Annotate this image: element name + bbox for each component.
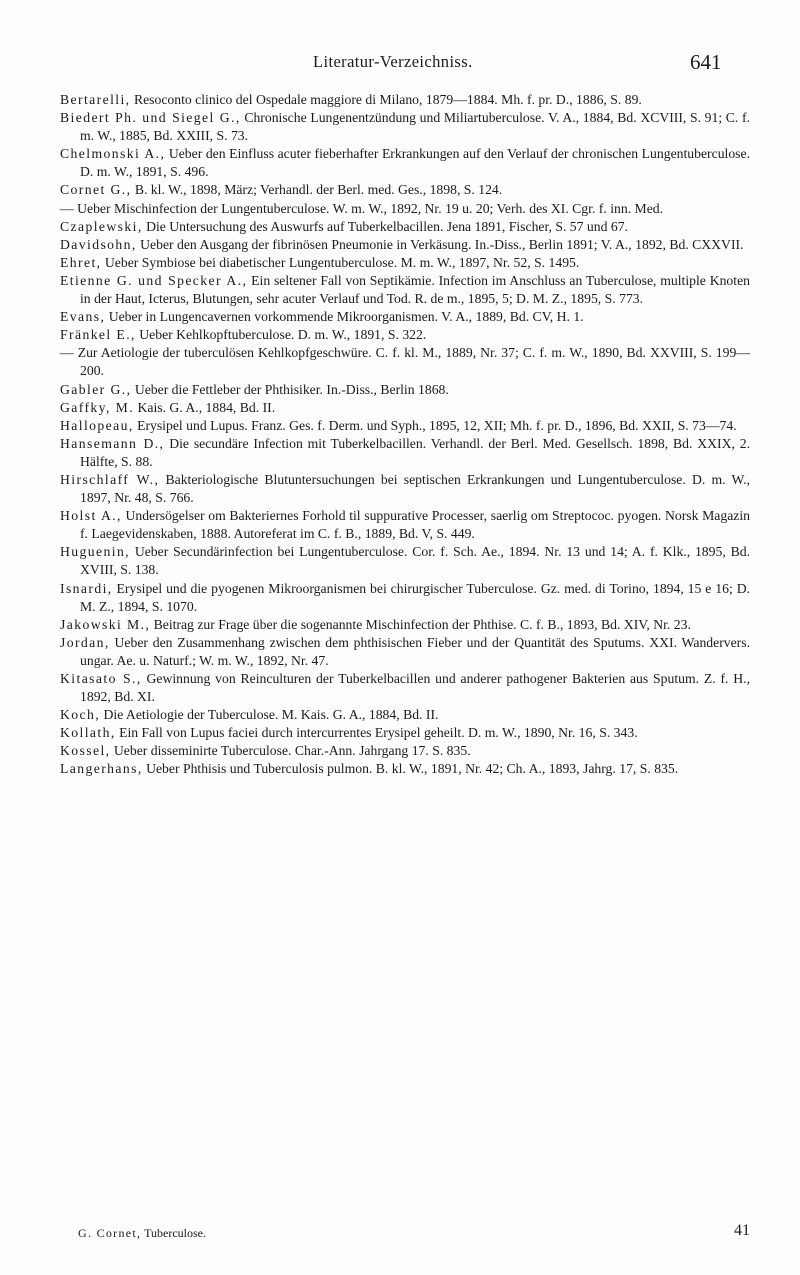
reference-entry	[60, 742, 750, 760]
reference-entry	[60, 145, 750, 181]
reference-text: Bakteriologische Blutuntersuchungen bei septischen Erkrankungen und Lungentuberculose. D. m. W., 1897, Nr. 48, S. 766.	[80, 471, 750, 506]
reference-text: Resoconto clinico del Ospedale maggiore di Milano, 1879—1884. Mh. f. pr. D., 1886, S. 89.	[130, 92, 642, 107]
reference-entry	[60, 580, 750, 616]
reference-entry	[60, 417, 750, 435]
reference-entry	[60, 326, 750, 344]
reference-entry	[60, 381, 750, 399]
reference-entry	[60, 308, 750, 326]
reference-text: Ueber disseminirte Tuberculose. Char.-Ann. Jahrgang 17. S. 835.	[110, 743, 471, 759]
reference-entry	[60, 543, 750, 579]
footer-author: G. Cornet,	[78, 1226, 142, 1240]
reference-author: Koch,	[60, 707, 101, 723]
reference-author: Huguenin,	[60, 544, 131, 560]
reference-text: Kais. G. A., 1884, Bd. II.	[134, 399, 276, 415]
reference-entry	[60, 91, 750, 109]
reference-entry	[60, 724, 750, 742]
reference-entry	[60, 200, 750, 218]
reference-author: Isnardi,	[60, 580, 113, 596]
reference-entry	[60, 471, 750, 507]
reference-author: Bertarelli,	[60, 92, 131, 107]
reference-text: Erysipel und die pyogenen Mikroorganismen bei chirurgischer Tuberculose. Gz. med. di Torino, 1894, 15 e 16; D. M. Z., 1894, S. 1070.	[80, 580, 750, 614]
reference-text: Beitrag zur Frage über die sogenannte Mischinfection der Phthise. C. f. B., 1893, Bd. XIV, Nr. 23.	[150, 616, 691, 632]
reference-author: Kossel,	[60, 743, 111, 759]
page-header	[0, 50, 800, 80]
reference-text: Die secundäre Infection mit Tuberkelbacillen. Verhandl. der Berl. Med. Gesellsch. 1898, Bd. XXIX, 2. Hälfte, S. 88.	[80, 435, 750, 469]
reference-author: Kitasato S.,	[60, 671, 142, 686]
reference-author: Holst A.,	[60, 508, 122, 524]
reference-entry	[60, 181, 750, 199]
reference-entry	[60, 670, 750, 706]
reference-text: B. kl. W., 1898, März; Verhandl. der Berl. med. Ges., 1898, S. 124.	[131, 182, 503, 198]
reference-text: Ueber den Zusammenhang zwischen dem phthisischen Fieber und der Quantität des Sputums. XXI. Wandervers. ungar. Ae. u. Naturf.; W. m. W., 1892, Nr. 47.	[80, 634, 750, 668]
reference-text: Undersögelser om Bakteriernes Forhold til suppurative Processer, saerlig om Streptococ. pyogen. Norsk Magazin f. Laegevidenskaben, 1888. Autoreferat im C. f. B., 1889, Bd. V, S. 449.	[80, 508, 750, 542]
sheet-number: 41	[734, 1222, 750, 1239]
reference-entry	[60, 254, 750, 272]
reference-text: Ueber den Einfluss acuter fieberhafter Erkrankungen auf den Verlauf der chronischen Lungentuberculose. D. m. W., 1891, S. 496.	[80, 146, 751, 180]
reference-entry	[60, 616, 750, 634]
reference-author: Gabler G.,	[60, 381, 132, 397]
reference-text: Chronische Lungenentzündung und Miliartuberculose. V. A., 1884, Bd. XCVIII, S. 91; C. f. m. W., 1885, Bd. XXIII, S. 73.	[80, 110, 750, 144]
reference-text: Ueber die Fettleber der Phthisiker. In.-Diss., Berlin 1868.	[131, 381, 449, 397]
reference-text: Gewinnung von Reinculturen der Tuberkelbacillen und anderer pathogener Bakterien aus Sputum. Z. f. H., 1892, Bd. XI.	[80, 671, 750, 705]
reference-author: Hallopeau,	[60, 417, 134, 433]
reference-entry	[60, 344, 750, 380]
footer-signature	[78, 1226, 206, 1241]
reference-text: Ueber in Lungencavernen vorkommende Mikroorganismen. V. A., 1889, Bd. CV, H. 1.	[105, 309, 584, 325]
reference-author: Cornet G.,	[60, 182, 132, 198]
reference-entry	[60, 272, 750, 308]
reference-entry	[60, 399, 750, 417]
reference-text: — Ueber Mischinfection der Lungentuberculose. W. m. W., 1892, Nr. 19 u. 20; Verh. des XI. Cgr. f. inn. Med.	[60, 200, 664, 216]
reference-text: Ein seltener Fall von Septikämie. Infection im Anschluss an Tuberculose, multiple Knoten in der Haut, Icterus, Blutungen, sehr acuter Verlauf und Tod. R. de m., 1895, 5; D. M. Z., 1895, S. 773.	[80, 272, 750, 307]
reference-author: Hansemann D.,	[60, 435, 165, 451]
reference-text: — Zur Aetiologie der tuberculösen Kehlkopfgeschwüre. C. f. kl. M., 1889, Nr. 37; C. f. m. W., 1890, Bd. XXVIII, S. 199—200.	[60, 345, 750, 379]
reference-author: Hirschlaff W.,	[60, 471, 160, 487]
reference-author: Chelmonski A.,	[60, 146, 166, 162]
reference-author: Etienne G. und Specker A.,	[60, 272, 248, 288]
reference-author: Czaplewski,	[60, 218, 143, 234]
page-footer	[78, 1222, 750, 1244]
reference-entry	[60, 236, 750, 254]
reference-entry	[60, 218, 750, 236]
reference-author: Evans,	[60, 309, 106, 325]
reference-list	[60, 91, 750, 779]
reference-entry	[60, 760, 750, 778]
reference-author: Jakowski M.,	[60, 616, 151, 632]
reference-author: Kollath,	[60, 725, 116, 741]
reference-author: Davidsohn,	[60, 236, 137, 252]
reference-entry	[60, 507, 750, 543]
running-title: Literatur-Verzeichniss.	[313, 52, 473, 71]
reference-author: Fränkel E.,	[60, 327, 136, 343]
reference-entry	[60, 435, 750, 471]
reference-text: Ein Fall von Lupus faciei durch intercurrentes Erysipel geheilt. D. m. W., 1890, Nr. 16, S. 343.	[115, 725, 638, 741]
page-number: 641	[690, 50, 722, 74]
reference-text: Die Untersuchung des Auswurfs auf Tuberkelbacillen. Jena 1891, Fischer, S. 57 und 67.	[142, 218, 628, 234]
reference-text: Ueber den Ausgang der fibrinösen Pneumonie in Verkäsung. In.-Diss., Berlin 1891; V. A., 1892, Bd. CXXVII.	[136, 236, 744, 252]
reference-text: Ueber Secundärinfection bei Lungentuberculose. Cor. f. Sch. Ae., 1894. Nr. 13 und 14; A. f. Klk., 1895, Bd. XVIII, S. 138.	[80, 544, 750, 578]
footer-title: Tuberculose.	[141, 1226, 206, 1240]
reference-author: Langerhans,	[60, 761, 143, 777]
reference-author: Biedert Ph. und Siegel G.,	[60, 110, 241, 126]
reference-text: Erysipel und Lupus. Franz. Ges. f. Derm. und Syph., 1895, 12, XII; Mh. f. pr. D., 1896, Bd. XXII, S. 73—74.	[133, 417, 737, 433]
reference-entry	[60, 634, 750, 670]
reference-text: Die Aetiologie der Tuberculose. M. Kais. G. A., 1884, Bd. II.	[100, 707, 439, 723]
reference-text: Ueber Phthisis und Tuberculosis pulmon. B. kl. W., 1891, Nr. 42; Ch. A., 1893, Jahrg. 17, S. 835.	[142, 761, 679, 777]
reference-author: Ehret,	[60, 254, 102, 270]
reference-author: Jordan,	[60, 634, 110, 650]
reference-entry	[60, 109, 750, 145]
reference-text: Ueber Symbiose bei diabetischer Lungentuberculose. M. m. W., 1897, Nr. 52, S. 1495.	[101, 254, 580, 270]
reference-text: Ueber Kehlkopftuberculose. D. m. W., 1891, S. 322.	[135, 327, 427, 343]
reference-author: Gaffky, M.	[60, 399, 135, 415]
reference-entry	[60, 706, 750, 724]
